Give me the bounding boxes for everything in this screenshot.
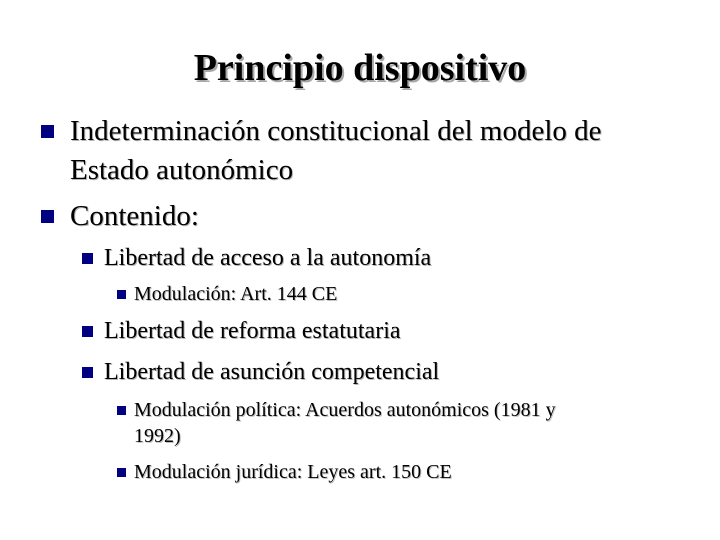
bullet-text: Contenido: (70, 200, 199, 232)
square-bullet-icon (82, 326, 93, 337)
square-bullet-icon (117, 290, 126, 299)
bullet-text: Indeterminación constitucional del modelo de (70, 115, 602, 147)
bullet-text: Modulación: Art. 144 CE (134, 283, 338, 305)
square-bullet-icon (41, 125, 54, 138)
bullet-text: Modulación política: Acuerdos autonómicos (1981 y (134, 399, 556, 421)
bullet-text: Libertad de reforma estatutaria (104, 318, 401, 344)
square-bullet-icon (41, 210, 54, 223)
square-bullet-icon (82, 367, 93, 378)
square-bullet-icon (117, 468, 126, 477)
bullet-text: Modulación jurídica: Leyes art. 150 CE (134, 461, 452, 483)
bullet-text-continuation: 1992) (134, 425, 181, 447)
slide-title: Principio dispositivo (193, 47, 527, 89)
square-bullet-icon (82, 253, 93, 264)
bullet-text: Libertad de acceso a la autonomía (104, 245, 432, 271)
bullet-text-continuation: Estado autonómico (70, 154, 294, 186)
square-bullet-icon (117, 406, 126, 415)
bullet-text: Libertad de asunción competencial (104, 359, 440, 385)
